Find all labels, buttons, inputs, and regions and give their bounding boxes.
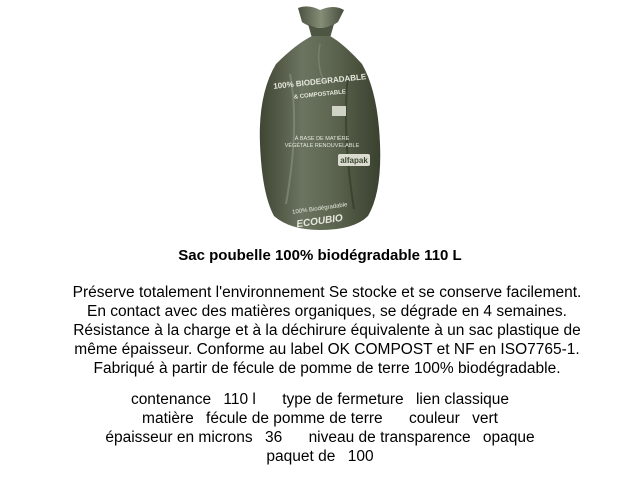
- description-line: Préserve totalement l'environnement Se stocke et se conserve facilement.: [72, 284, 582, 301]
- spec-value-contenance: 110 l: [223, 391, 256, 408]
- spec-line: [0, 409, 640, 428]
- spec-label-paquet: paquet de: [266, 448, 336, 465]
- description-line: Résistance à la charge et à la déchirure équivalente à un sac plastique de: [73, 322, 581, 339]
- bag-print-line2: & COMPOSTABLE: [293, 89, 347, 101]
- bag-print-line4: VÉGÉTALE RENOUVELABLE: [284, 143, 360, 149]
- spec-value-epaisseur: 36: [265, 429, 283, 446]
- product-specs: [0, 390, 640, 466]
- spec-line: [0, 390, 640, 409]
- bag-print-line3: À BASE DE MATIÈRE: [294, 136, 350, 142]
- bag-print-bottom-logo: ECOUBIO: [295, 212, 344, 231]
- spec-label-matiere: matière: [142, 410, 194, 427]
- bag-print-brand: alfapak: [340, 156, 368, 165]
- spec-label-couleur: couleur: [408, 410, 460, 427]
- description-line: Fabriqué à partir de fécule de pomme de terre 100% biodégradable.: [93, 360, 561, 377]
- description-line: En contact avec des matières organiques, se dégrade en 4 semaines.: [87, 303, 567, 320]
- spec-value-paquet: 100: [347, 448, 374, 465]
- spec-label-fermeture: type de fermeture: [282, 391, 404, 408]
- garbage-bag-image: [250, 4, 390, 234]
- spec-line: [0, 447, 640, 466]
- product-title: Sac poubelle 100% biodégradable 110 L: [178, 247, 462, 264]
- spec-value-transparence: opaque: [482, 429, 535, 446]
- bag-print-bottom-text: 100% Biodégradable: [291, 202, 348, 216]
- spec-line: [0, 428, 640, 447]
- spec-label-contenance: contenance: [130, 391, 212, 408]
- spec-value-matiere: fécule de pomme de terre: [206, 410, 383, 427]
- spec-value-fermeture: lien classique: [415, 391, 510, 408]
- spec-label-transparence: niveau de transparence: [308, 429, 471, 446]
- product-description: [14, 283, 640, 378]
- description-line: même épaisseur. Conforme au label OK COMPOST et NF en ISO7765-1.: [74, 341, 580, 358]
- spec-value-couleur: vert: [472, 410, 498, 427]
- bag-print-line1: 100% BIODEGRADABLE: [272, 72, 367, 91]
- spec-label-epaisseur: épaisseur en microns: [105, 429, 253, 446]
- compost-logo-icon: [332, 106, 346, 116]
